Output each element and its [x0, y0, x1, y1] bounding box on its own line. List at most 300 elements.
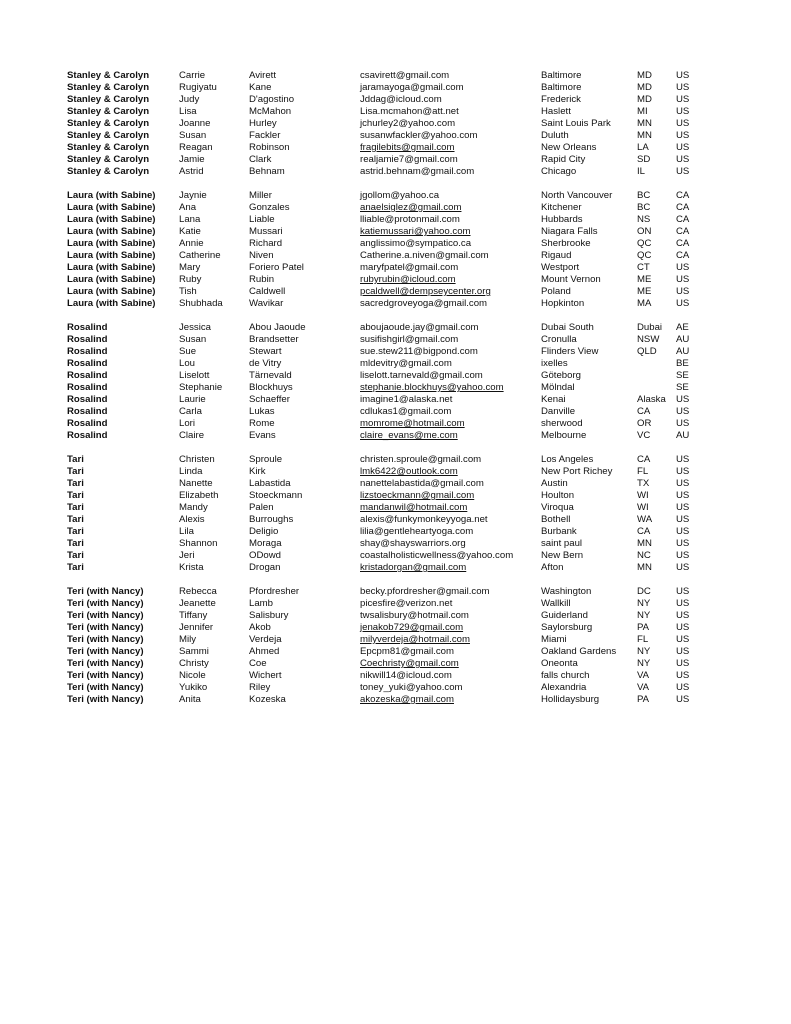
last-name-cell: Evans [249, 430, 276, 441]
contact-row [0, 322, 791, 334]
group-name-cell: Rosalind [67, 346, 108, 357]
group-name-cell: Laura (with Sabine) [67, 214, 156, 225]
first-name-cell: Jaynie [179, 190, 207, 201]
last-name-cell: Labastida [249, 478, 291, 489]
email-link[interactable]: jenakob729@gmail.com [360, 622, 464, 633]
email-cell: twsalisbury@hotmail.com [360, 610, 469, 621]
last-name-cell: Pfordresher [249, 586, 300, 597]
state-cell: LA [637, 142, 649, 153]
email-link[interactable]: anaelsiglez@gmail.com [360, 202, 462, 213]
group-name-cell: Laura (with Sabine) [67, 298, 156, 309]
contact-group [0, 454, 791, 574]
country-cell: US [676, 94, 690, 105]
country-cell: US [676, 598, 690, 609]
contact-row [0, 274, 791, 286]
country-cell: US [676, 454, 690, 465]
contact-row [0, 154, 791, 166]
city-cell: Saint Louis Park [541, 118, 611, 129]
email-link[interactable]: rubyrubin@icloud.com [360, 274, 456, 285]
last-name-cell: ODowd [249, 550, 281, 561]
last-name-cell: Palen [249, 502, 274, 513]
country-cell: SE [676, 370, 689, 381]
contact-row [0, 430, 791, 442]
contact-row [0, 478, 791, 490]
contact-row [0, 622, 791, 634]
group-name-cell: Stanley & Carolyn [67, 70, 150, 81]
first-name-cell: Catherine [179, 250, 221, 261]
email-cell: mldevitry@gmail.com [360, 358, 452, 369]
contact-row [0, 610, 791, 622]
first-name-cell: Astrid [179, 166, 204, 177]
state-cell: NY [637, 598, 651, 609]
city-cell: Kenai [541, 394, 566, 405]
last-name-cell: Tärnevald [249, 370, 292, 381]
city-cell: sherwood [541, 418, 583, 429]
group-name-cell: Tari [67, 478, 84, 489]
last-name-cell: Wavikar [249, 298, 284, 309]
email-link[interactable]: fragilebits@gmail.com [360, 142, 455, 153]
email-cell: Lisa.mcmahon@att.net [360, 106, 459, 117]
last-name-cell: Lamb [249, 598, 273, 609]
contact-row [0, 142, 791, 154]
first-name-cell: Elizabeth [179, 490, 219, 501]
group-name-cell: Teri (with Nancy) [67, 694, 144, 705]
state-cell: NY [637, 610, 651, 621]
contact-row [0, 250, 791, 262]
email-cell: susanwfackler@yahoo.com [360, 130, 478, 141]
contact-row [0, 514, 791, 526]
state-cell: MI [637, 106, 648, 117]
group-name-cell: Stanley & Carolyn [67, 94, 150, 105]
country-cell: CA [676, 250, 690, 261]
city-cell: Sherbrooke [541, 238, 591, 249]
country-cell: US [676, 502, 690, 513]
first-name-cell: Lila [179, 526, 194, 537]
contact-row [0, 106, 791, 118]
city-cell: Haslett [541, 106, 571, 117]
city-cell: saint paul [541, 538, 583, 549]
group-name-cell: Tari [67, 562, 84, 573]
city-cell: Hopkinton [541, 298, 585, 309]
contact-row [0, 358, 791, 370]
country-cell: US [676, 70, 690, 81]
email-link[interactable]: momrome@hotmail.com [360, 418, 465, 429]
first-name-cell: Nicole [179, 670, 206, 681]
last-name-cell: Moraga [249, 538, 282, 549]
first-name-cell: Jamie [179, 154, 205, 165]
city-cell: Poland [541, 286, 571, 297]
email-link[interactable]: claire_evans@me.com [360, 430, 458, 441]
country-cell: US [676, 106, 690, 117]
city-cell: Flinders View [541, 346, 599, 357]
contact-row [0, 202, 791, 214]
last-name-cell: Liable [249, 214, 275, 225]
state-cell: Dubai [637, 322, 663, 333]
state-cell: MA [637, 298, 652, 309]
country-cell: US [676, 562, 690, 573]
contact-row [0, 70, 791, 82]
group-name-cell: Rosalind [67, 394, 108, 405]
last-name-cell: de Vitry [249, 358, 282, 369]
country-cell: US [676, 406, 690, 417]
contact-row [0, 634, 791, 646]
last-name-cell: Caldwell [249, 286, 286, 297]
contact-row [0, 682, 791, 694]
first-name-cell: Lana [179, 214, 201, 225]
city-cell: Dubai South [541, 322, 594, 333]
group-name-cell: Tari [67, 526, 84, 537]
group-name-cell: Stanley & Carolyn [67, 166, 150, 177]
country-cell: SE [676, 382, 689, 393]
state-cell: VA [637, 670, 650, 681]
contact-row [0, 118, 791, 130]
email-link[interactable]: lizstoeckmann@gmail.com [360, 490, 475, 501]
first-name-cell: Rebecca [179, 586, 217, 597]
group-name-cell: Teri (with Nancy) [67, 658, 144, 669]
country-cell: AE [676, 322, 689, 333]
last-name-cell: Fackler [249, 130, 281, 141]
email-cell: coastalholisticwellness@yahoo.com [360, 550, 514, 561]
contact-row [0, 526, 791, 538]
group-name-cell: Laura (with Sabine) [67, 226, 156, 237]
first-name-cell: Annie [179, 238, 204, 249]
contact-row [0, 502, 791, 514]
email-cell: susifishgirl@gmail.com [360, 334, 459, 345]
first-name-cell: Shannon [179, 538, 218, 549]
email-cell: toney_yuki@yahoo.com [360, 682, 463, 693]
email-cell: aboujaoude.jay@gmail.com [360, 322, 479, 333]
email-cell: csavirett@gmail.com [360, 70, 450, 81]
email-cell: shay@shayswarriors.org [360, 538, 466, 549]
city-cell: Austin [541, 478, 568, 489]
state-cell: QC [637, 238, 652, 249]
country-cell: US [676, 538, 690, 549]
email-link[interactable]: kristadorgan@gmail.com [360, 562, 467, 573]
last-name-cell: Mussari [249, 226, 283, 237]
state-cell: VC [637, 430, 651, 441]
group-name-cell: Laura (with Sabine) [67, 286, 156, 297]
last-name-cell: Drogan [249, 562, 281, 573]
country-cell: US [676, 118, 690, 129]
country-cell: US [676, 130, 690, 141]
state-cell: PA [637, 694, 650, 705]
city-cell: ixelles [541, 358, 568, 369]
group-name-cell: Rosalind [67, 382, 108, 393]
country-cell: CA [676, 190, 690, 201]
first-name-cell: Jennifer [179, 622, 214, 633]
state-cell: MD [637, 94, 652, 105]
city-cell: Cronulla [541, 334, 577, 345]
contact-row [0, 298, 791, 310]
first-name-cell: Laurie [179, 394, 206, 405]
email-cell: realjamie7@gmail.com [360, 154, 458, 165]
first-name-cell: Sammi [179, 646, 209, 657]
email-cell: imagine1@alaska.net [360, 394, 453, 405]
first-name-cell: Sue [179, 346, 197, 357]
group-name-cell: Rosalind [67, 406, 108, 417]
city-cell: Hollidaysburg [541, 694, 600, 705]
first-name-cell: Rugiyatu [179, 82, 217, 93]
last-name-cell: Kozeska [249, 694, 286, 705]
first-name-cell: Christy [179, 658, 209, 669]
contact-row [0, 598, 791, 610]
state-cell: MN [637, 118, 652, 129]
first-name-cell: Katie [179, 226, 201, 237]
contact-row [0, 214, 791, 226]
group-name-cell: Tari [67, 490, 84, 501]
city-cell: Niagara Falls [541, 226, 598, 237]
state-cell: ON [637, 226, 652, 237]
last-name-cell: Gonzales [249, 202, 290, 213]
group-name-cell: Laura (with Sabine) [67, 262, 156, 273]
group-name-cell: Laura (with Sabine) [67, 250, 156, 261]
first-name-cell: Shubhada [179, 298, 223, 309]
email-cell: maryfpatel@gmail.com [360, 262, 459, 273]
contact-row [0, 370, 791, 382]
contact-row [0, 238, 791, 250]
group-name-cell: Stanley & Carolyn [67, 106, 150, 117]
contact-row [0, 94, 791, 106]
country-cell: US [676, 670, 690, 681]
contact-row [0, 190, 791, 202]
city-cell: New Bern [541, 550, 584, 561]
contact-row [0, 538, 791, 550]
country-cell: US [676, 586, 690, 597]
email-link[interactable]: Coechristy@gmail.com [360, 658, 459, 669]
city-cell: Baltimore [541, 82, 582, 93]
email-cell: astrid.behnam@gmail.com [360, 166, 475, 177]
last-name-cell: Rubin [249, 274, 275, 285]
state-cell: DC [637, 586, 651, 597]
city-cell: Duluth [541, 130, 569, 141]
contact-group [0, 70, 791, 178]
country-cell: US [676, 634, 690, 645]
first-name-cell: Anita [179, 694, 201, 705]
group-name-cell: Tari [67, 502, 84, 513]
state-cell: BC [637, 190, 651, 201]
first-name-cell: Tiffany [179, 610, 208, 621]
country-cell: US [676, 262, 690, 273]
email-link[interactable]: lmk6422@outlook.com [360, 466, 458, 477]
state-cell: NS [637, 214, 651, 225]
last-name-cell: Blockhuys [249, 382, 293, 393]
last-name-cell: Coe [249, 658, 267, 669]
group-name-cell: Teri (with Nancy) [67, 682, 144, 693]
contact-row [0, 550, 791, 562]
first-name-cell: Yukiko [179, 682, 208, 693]
group-name-cell: Laura (with Sabine) [67, 202, 156, 213]
country-cell: US [676, 166, 690, 177]
city-cell: Westport [541, 262, 580, 273]
city-cell: Hubbards [541, 214, 583, 225]
group-name-cell: Rosalind [67, 334, 108, 345]
contact-row [0, 394, 791, 406]
state-cell: BC [637, 202, 651, 213]
city-cell: Saylorsburg [541, 622, 593, 633]
last-name-cell: Rome [249, 418, 275, 429]
email-cell: lliable@protonmail.com [360, 214, 460, 225]
city-cell: Melbourne [541, 430, 587, 441]
email-cell: becky.pfordresher@gmail.com [360, 586, 490, 597]
country-cell: AU [676, 430, 690, 441]
state-cell: NC [637, 550, 651, 561]
first-name-cell: Jeanette [179, 598, 216, 609]
city-cell: North Vancouver [541, 190, 613, 201]
contact-row [0, 406, 791, 418]
group-name-cell: Laura (with Sabine) [67, 274, 156, 285]
state-cell: CT [637, 262, 650, 273]
email-link[interactable]: milyverdeja@hotmail.com [360, 634, 470, 645]
last-name-cell: Schaeffer [249, 394, 290, 405]
contact-group [0, 586, 791, 706]
email-cell: lilia@gentleheartyoga.com [360, 526, 474, 537]
state-cell: MD [637, 82, 652, 93]
group-name-cell: Teri (with Nancy) [67, 598, 144, 609]
country-cell: AU [676, 334, 690, 345]
city-cell: Afton [541, 562, 564, 573]
state-cell: WI [637, 490, 649, 501]
country-cell: CA [676, 202, 690, 213]
last-name-cell: Salisbury [249, 610, 289, 621]
contact-row [0, 130, 791, 142]
first-name-cell: Christen [179, 454, 215, 465]
group-name-cell: Rosalind [67, 322, 108, 333]
country-cell: US [676, 286, 690, 297]
email-cell: jaramayoga@gmail.com [360, 82, 464, 93]
country-cell: CA [676, 214, 690, 225]
group-name-cell: Tari [67, 550, 84, 561]
group-name-cell: Stanley & Carolyn [67, 130, 150, 141]
country-cell: US [676, 478, 690, 489]
group-name-cell: Tari [67, 538, 84, 549]
first-name-cell: Mary [179, 262, 201, 273]
email-link[interactable]: katiemussari@yahoo.com [360, 226, 471, 237]
city-cell: Bothell [541, 514, 571, 525]
city-cell: New Port Richey [541, 466, 613, 477]
first-name-cell: Mily [179, 634, 197, 645]
country-cell: CA [676, 226, 690, 237]
city-cell: Burbank [541, 526, 577, 537]
group-name-cell: Rosalind [67, 418, 108, 429]
city-cell: Viroqua [541, 502, 574, 513]
first-name-cell: Claire [179, 430, 205, 441]
contact-row [0, 658, 791, 670]
country-cell: US [676, 682, 690, 693]
state-cell: CA [637, 526, 651, 537]
city-cell: Frederick [541, 94, 581, 105]
state-cell: MN [637, 562, 652, 573]
group-name-cell: Stanley & Carolyn [67, 118, 150, 129]
email-cell: christen.sproule@gmail.com [360, 454, 482, 465]
country-cell: US [676, 658, 690, 669]
city-cell: Göteborg [541, 370, 582, 381]
contact-row [0, 286, 791, 298]
country-cell: US [676, 142, 690, 153]
city-cell: Alexandria [541, 682, 587, 693]
state-cell: WA [637, 514, 653, 525]
city-cell: Mölndal [541, 382, 575, 393]
first-name-cell: Jeri [179, 550, 195, 561]
contact-row [0, 586, 791, 598]
first-name-cell: Lou [179, 358, 196, 369]
group-name-cell: Teri (with Nancy) [67, 634, 144, 645]
state-cell: FL [637, 466, 649, 477]
state-cell: NY [637, 646, 651, 657]
country-cell: US [676, 82, 690, 93]
contact-row [0, 490, 791, 502]
group-name-cell: Tari [67, 454, 84, 465]
email-cell: jchurley2@yahoo.com [360, 118, 456, 129]
city-cell: Wallkill [541, 598, 571, 609]
email-link[interactable]: mandanwil@hotmail.com [360, 502, 468, 513]
state-cell: WI [637, 502, 649, 513]
last-name-cell: Hurley [249, 118, 277, 129]
contact-row [0, 166, 791, 178]
email-link[interactable]: pcaldwell@dempseycenter.org [360, 286, 491, 297]
first-name-cell: Susan [179, 130, 207, 141]
state-cell: MN [637, 130, 652, 141]
last-name-cell: Niven [249, 250, 274, 261]
group-name-cell: Rosalind [67, 430, 108, 441]
state-cell: MD [637, 70, 652, 81]
first-name-cell: Ruby [179, 274, 202, 285]
last-name-cell: Ahmed [249, 646, 280, 657]
first-name-cell: Mandy [179, 502, 208, 513]
city-cell: Mount Vernon [541, 274, 601, 285]
contact-row [0, 346, 791, 358]
country-cell: US [676, 394, 690, 405]
email-cell: anglissimo@sympatico.ca [360, 238, 472, 249]
state-cell: PA [637, 622, 650, 633]
email-cell: Catherine.a.niven@gmail.com [360, 250, 489, 261]
state-cell: NY [637, 658, 651, 669]
last-name-cell: Burroughs [249, 514, 294, 525]
last-name-cell: Clark [249, 154, 272, 165]
state-cell: NSW [637, 334, 660, 345]
contact-row [0, 382, 791, 394]
country-cell: AU [676, 346, 690, 357]
group-name-cell: Rosalind [67, 358, 108, 369]
city-cell: Washington [541, 586, 592, 597]
state-cell: VA [637, 682, 650, 693]
email-cell: Jddag@icloud.com [360, 94, 442, 105]
email-cell: nanettelabastida@gmail.com [360, 478, 484, 489]
last-name-cell: Stoeckmann [249, 490, 303, 501]
last-name-cell: Verdeja [249, 634, 282, 645]
city-cell: Kitchener [541, 202, 582, 213]
contact-row [0, 334, 791, 346]
country-cell: US [676, 610, 690, 621]
group-name-cell: Teri (with Nancy) [67, 622, 144, 633]
country-cell: US [676, 298, 690, 309]
city-cell: Baltimore [541, 70, 582, 81]
first-name-cell: Stephanie [179, 382, 223, 393]
email-cell: jgollom@yahoo.ca [360, 190, 440, 201]
city-cell: New Orleans [541, 142, 597, 153]
country-cell: US [676, 274, 690, 285]
first-name-cell: Alexis [179, 514, 205, 525]
last-name-cell: Kane [249, 82, 272, 93]
email-cell: Epcpm81@gmail.com [360, 646, 454, 657]
email-link[interactable]: stephanie.blockhuys@yahoo.com [360, 382, 504, 393]
last-name-cell: Foriero Patel [249, 262, 304, 273]
city-cell: Danville [541, 406, 576, 417]
last-name-cell: Brandsetter [249, 334, 299, 345]
contact-row [0, 226, 791, 238]
email-link[interactable]: akozeska@gmail.com [360, 694, 454, 705]
first-name-cell: Ana [179, 202, 197, 213]
last-name-cell: Richard [249, 238, 283, 249]
